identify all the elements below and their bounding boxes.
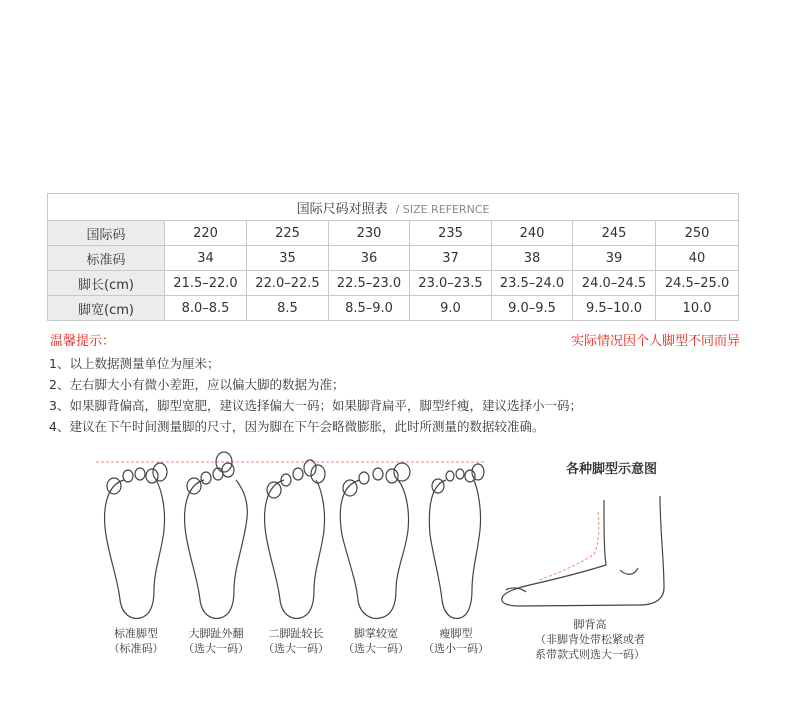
tip-item: 1、以上数据测量单位为厘米； [49,356,220,371]
table-cell: 240 [492,221,573,246]
instep-title: 脚背高 [573,618,607,631]
tip-item: 3、如果脚背偏高，脚型宽肥，建议选择偏大一码；如果脚背扁平，脚型纤瘦，建议选择小一码； [49,398,582,413]
row-header: 脚宽(cm) [48,296,165,321]
foot-bunion-icon [185,452,248,618]
foot-long-second-toe-icon [265,460,325,618]
table-cell: 23.5–24.0 [492,271,573,296]
table-row [48,221,739,246]
foot-label-standard [100,626,172,656]
foot-label-wide [336,626,416,656]
foot-label-slim [416,626,496,656]
foot-standard-icon [105,463,167,618]
row-header: 脚长(cm) [48,271,165,296]
row-header: 标准码 [48,246,165,271]
table-cell: 38 [492,246,573,271]
table-row [48,271,739,296]
size-reference-table [47,193,739,321]
table-cell: 230 [329,221,410,246]
foot-name: 大脚趾外翻 [188,627,244,640]
foot-advice: （选大一码） [343,642,409,655]
table-cell: 22.5–23.0 [329,271,410,296]
diagram-title: 各种脚型示意图 [566,462,658,477]
table-title-en: / SIZE REFERNCE [395,202,490,216]
table-cell: 8.5–9.0 [329,296,410,321]
tip-item: 4、建议在下午时间测量脚的尺寸，因为脚在下午会略微膨胀，此时所测量的数据较准确。 [49,419,545,434]
table-cell: 250 [656,221,739,246]
row-header: 国际码 [48,221,165,246]
table-cell: 39 [573,246,656,271]
foot-label-bunion [176,626,256,656]
foot-types-illustration [0,440,790,630]
tips-note: 实际情况因个人脚型不同而异 [570,334,740,349]
table-title-cn: 国际尺码对照表 [296,201,388,217]
table-cell: 8.0–8.5 [165,296,247,321]
table-cell: 24.0–24.5 [573,271,656,296]
foot-name: 二脚趾较长 [268,627,324,640]
tips-list [49,356,582,440]
table-cell: 21.5–22.0 [165,271,247,296]
foot-name: 瘦脚型 [439,627,473,640]
instep-label [520,617,660,662]
table-cell: 37 [410,246,492,271]
foot-advice: （标准码） [108,642,164,655]
table-cell: 9.0 [410,296,492,321]
table-cell: 225 [247,221,329,246]
foot-label-long-second-toe [256,626,336,656]
foot-name: 脚掌较宽 [354,627,398,640]
tips-label: 温馨提示： [50,334,116,349]
table-cell: 220 [165,221,247,246]
table-cell: 8.5 [247,296,329,321]
foot-advice: （选大一码） [263,642,329,655]
foot-advice: （选小一码） [423,642,489,655]
table-cell: 36 [329,246,410,271]
foot-name: 标准脚型 [114,627,158,640]
foot-wide-icon [340,463,410,618]
table-cell: 10.0 [656,296,739,321]
table-cell: 23.0–23.5 [410,271,492,296]
table-row [48,246,739,271]
table-cell: 9.5–10.0 [573,296,656,321]
instep-note: 系带款式则选大一码） [535,648,645,661]
table-cell: 245 [573,221,656,246]
instep-note: （非脚背处带松紧或者 [535,633,645,646]
table-title [48,194,739,221]
table-row [48,296,739,321]
table-cell: 235 [410,221,492,246]
table-cell: 40 [656,246,739,271]
table-cell: 22.0–22.5 [247,271,329,296]
table-cell: 24.5–25.0 [656,271,739,296]
table-cell: 34 [165,246,247,271]
table-cell: 35 [247,246,329,271]
foot-slim-icon [429,464,484,618]
foot-advice: （选大一码） [183,642,249,655]
table-cell: 9.0–9.5 [492,296,573,321]
tip-item: 2、左右脚大小有微小差距，应以偏大脚的数据为准； [49,377,345,392]
instep-foot-icon [502,496,664,606]
